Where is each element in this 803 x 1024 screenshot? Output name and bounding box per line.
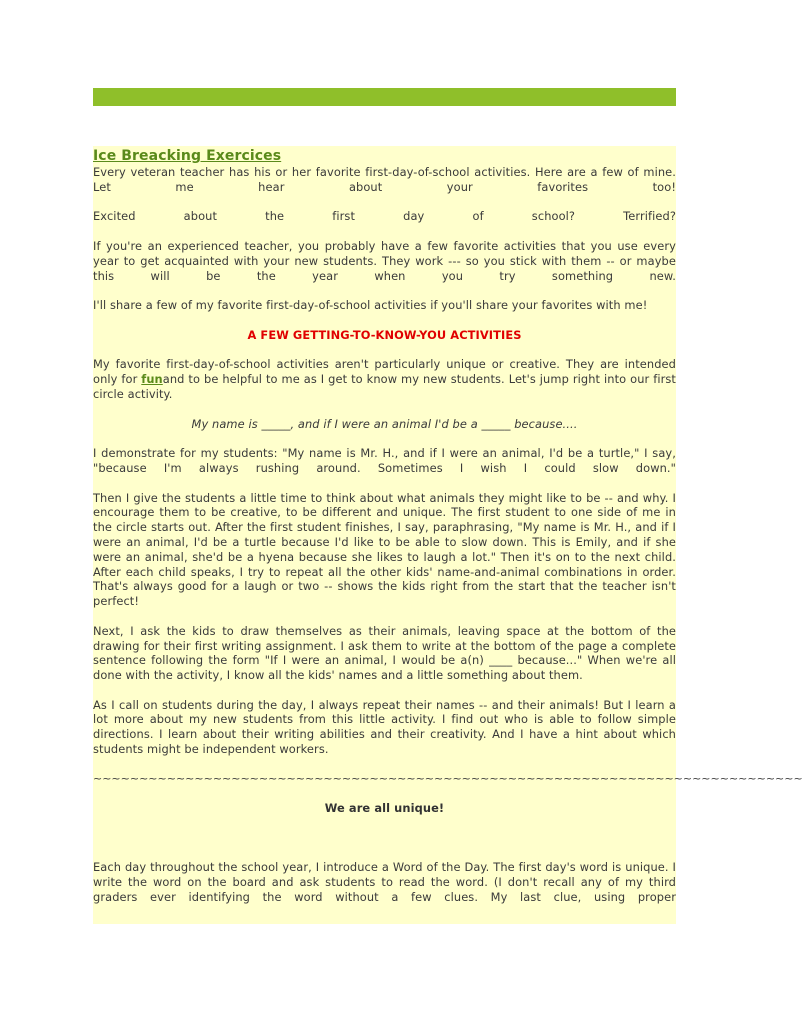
favorite-text-after: and to be helpful to me as I get to know my new students. Let's jump right into our first circle activity.: [93, 372, 676, 401]
experienced-paragraph: If you're an experienced teacher, you probably have a few favorite activities that you use every year to get acquainted with your new students. They work --- so you stick with them -- or maybe this will be the year when you try something new.: [93, 238, 676, 283]
header-green-bar: [93, 88, 676, 106]
section-heading: A FEW GETTING-TO-KNOW-YOU ACTIVITIES: [247, 327, 522, 342]
article-title: Ice Breacking Exercices: [93, 148, 282, 164]
intro-paragraph: Every veteran teacher has his or her favorite first-day-of-school activities. Here are a few of mine. Let me hear about your favorites too!: [93, 165, 676, 194]
share-paragraph: I'll share a few of my favorite first-day-of-school activities if you'll share your favorites with me!: [93, 298, 648, 313]
article-content: [93, 146, 803, 924]
eachday-paragraph: Each day throughout the school year, I introduce a Word of the Day. The first day's word is unique. I write the word on the board and ask students to read the word. (I don't recall any of my third graders ever identifying the word without a few clues. My last clue, using proper: [93, 860, 676, 904]
animal-prompt: My name is _____, and if I were an animal I'd be a _____ because....: [191, 416, 578, 431]
tilde-separator: ~~~~~~~~~~~~~~~~~~~~~~~~~~~~~~~~~~~~~~~~~~~~~~~~~~~~~~~~~~~~~~~~~~~~~~~~~~~~~: [93, 771, 803, 785]
favorite-text-before: My favorite first-day-of-school activities aren't particularly unique or creative. They are intended only for: [93, 357, 676, 387]
unique-heading: We are all unique!: [324, 801, 445, 816]
favorite-paragraph: [93, 357, 676, 401]
then-paragraph: Then I give the students a little time to think about what animals they might like to be -- and why. I encourage them to be creative, to be different and unique. The first student to one side of me in the circle starts out. After the first student finishes, I say, paraphrasing, "My name is Mr. H., and if I were an animal, I'd be a turtle because I'd like to be able to slow down. This is Emily, and if she were an animal, she'd be a hyena because she likes to laugh a lot." Then it's on to the next child. After each child speaks, I try to repeat all the other kids' name-and-animal combinations in order. That's always good for a laugh or two -- shows the kids right from the start that the teacher isn't perfect!: [93, 490, 676, 609]
call-paragraph: As I call on students during the day, I always repeat their names -- and their animals! But I learn a lot more about my new students from this little activity. I find out who is able to follow simple directions. I learn about their writing abilities and their creativity. And I have a hint about which students might be independent workers.: [93, 697, 676, 757]
excited-paragraph: Excited about the first day of school? Terrified?: [93, 209, 676, 224]
next-paragraph: Next, I ask the kids to draw themselves as their animals, leaving space at the bottom of the drawing for their first writing assignment. I ask them to write at the bottom of the page a complete sentence following the form "If I were an animal, I would be a(n) ____ because..." When we're all done with the activity, I know all the kids' names and a little something about them.: [93, 623, 676, 683]
demonstrate-paragraph: I demonstrate for my students: "My name is Mr. H., and if I were an animal, I'd be a turtle," I say, "because I'm always rushing around. Sometimes I wish I could slow down.": [93, 446, 676, 475]
fun-link[interactable]: fun: [141, 372, 163, 387]
